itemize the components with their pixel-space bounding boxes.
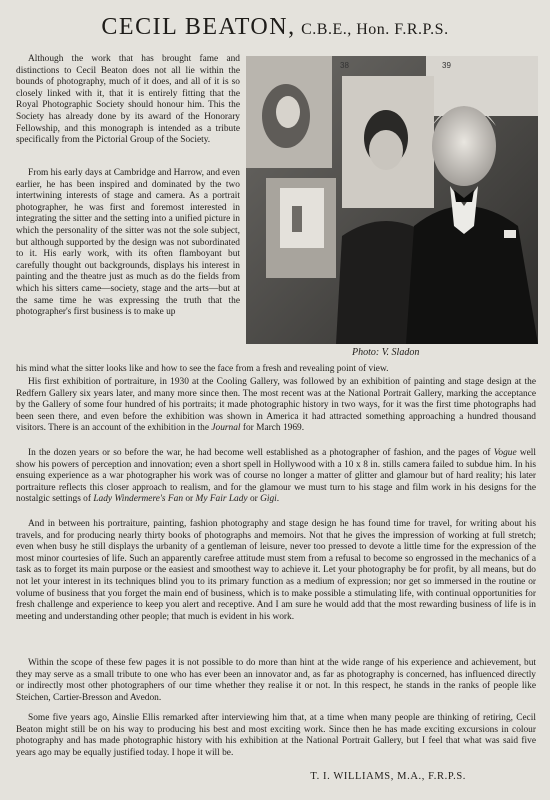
- paragraph-early-days-continued: his mind what the sitter looks like and how to see the face from a fresh and revealing point of view.: [16, 364, 389, 374]
- photo-label-b: 39: [442, 61, 451, 70]
- photo-label-a: 38: [340, 61, 349, 70]
- text-run: His first exhibition of portraiture, in 1930 at the Cooling Gallery, was followed by an exhibition of painting and stage design at the Redfern Gallery six years later, and many more since then. The most recent was at the National Portrait Gallery, marking the acceptance by the Gallery of some four hundred of his portraits; it made photographic history in two ways, for it was the first time photographs had been seen there, and even before the exhibition was shown in America it had attracted something approaching a hundred thousand visitors. There is an account of the exhibition in the: [16, 377, 536, 434]
- paragraph-intro: Although the work that has brought fame and distinctions to Cecil Beaton does not all lie within the bounds of photography, much of it does, and all of it is so closely linked with it, that it is entirely fitting that the Royal Photographic Society should honour him. This the Society has already done by its award of the Honorary Fellowship, and this monograph is intended as a tribute specifically from the Pictorial Group of the Society.: [16, 54, 240, 146]
- text-run: or: [247, 494, 261, 505]
- text-run: or: [183, 494, 196, 505]
- journal-title: Journal: [211, 423, 241, 434]
- gigi-title: Gigi: [260, 494, 277, 505]
- page-title: [0, 14, 550, 41]
- photo-caption: Photo: V. Sladon: [352, 347, 420, 358]
- text-run: for March 1969.: [240, 423, 305, 434]
- text-run: In the dozen years or so before the war, he had become well established as a photographer of fashion, and the pages of: [28, 448, 494, 458]
- paragraph-fashion: [16, 448, 536, 506]
- author-signature: T. I. WILLIAMS, M.A., F.R.P.S.: [310, 771, 466, 782]
- paragraph-early-days: From his early days at Cambridge and Harrow, and even earlier, he has been inspired and dominated by the two intertwining interests of stage and camera. As a portrait photographer, he was first and foremost interested in integrating the sitter and the setting into a unified picture in which the personality of the sitter was not the sole subject, but although supported by the design was not subordinated to it. His early work, with its often flamboyant but carefully thought out backgrounds, displays his interest in painting and the theatre just as much as do the fields from which his sitters came—society, stage and the arts—but at the same time he was expressing the truth that the photographer's first business is to make up: [16, 168, 240, 318]
- paragraph-travel: And in between his portraiture, painting, fashion photography and stage design he has found time for travel, for writing about his travels, and for producing nearly thirty books of photographs and memoirs. Not that he gives the impression of working at full stretch; even when busy he still displays the urbanity of a gentleman of leisure, never too pressed to devote a little time for the expression of the most minor courtesies of life. Such an apparently carefree attitude must stem from a refusal to become so engrossed in the mechanics of a task as to forget its main purpose or the easiest and smoothest way to achieve it. Let your photography be for profit, by all means, but do not let your interest in its techniques blind you to its primary function as a medium of expression; nor get so immersed in the routine or volume of business that you forget the main end of business, which is to make possible a stimulating life, with continual opportunities for fresh challenge and experience to keep you alert and receptive. And I am sure he would add that the most rewarding business of life is in meeting and understanding other people; that much is evident in his work.: [16, 519, 536, 622]
- portrait-photograph: [246, 56, 538, 344]
- paragraph-exhibitions: [16, 377, 536, 435]
- photo-illustration: [246, 56, 538, 344]
- paragraph-scope: Within the scope of these few pages it is not possible to do more than hint at the wide range of his experience and achievement, but they may serve as a small tribute to one who has ever been an innovator and, as far as photography is concerned, has influenced directly or indirectly most other photographers of our time whether they realise it or not. In this respect, he stands in the ranks of people like Steichen, Cartier-Bresson and Avedon.: [16, 658, 536, 703]
- text-run: .: [276, 494, 280, 505]
- vogue-title: Vogue: [493, 448, 517, 458]
- title-name: CECIL BEATON,: [101, 14, 296, 40]
- text-run: well show his powers of perception and innovation; even a short spell in Hollywood with a 10 x 8 in. stills camera failed to subdue him. In his ensuing experience as a war photographer his work was of course no longer a matter of glitter and glamour but of hard reality; his later portraiture reflects this closer approach to realism, and for the glamour we must turn to his stage and film work in his designs for the nostalgic settings of: [16, 448, 536, 505]
- lady-title: My Fair Lady: [195, 494, 248, 505]
- paragraph-closing: Some five years ago, Ainslie Ellis remarked after interviewing him that, at a time when many people are thinking of retiring, Cecil Beaton might still be on his way to producing his best and most exciting work. Since then he has made exciting excursions in colour photography and has made photographic history with his exhibition at the National Portrait Gallery, but I feel that what was said five years ago may be equally justified today. I hope it will be.: [16, 713, 536, 758]
- title-honours: C.B.E., Hon. F.R.P.S.: [301, 21, 449, 38]
- fan-title: Lady Windermere's Fan: [93, 494, 184, 505]
